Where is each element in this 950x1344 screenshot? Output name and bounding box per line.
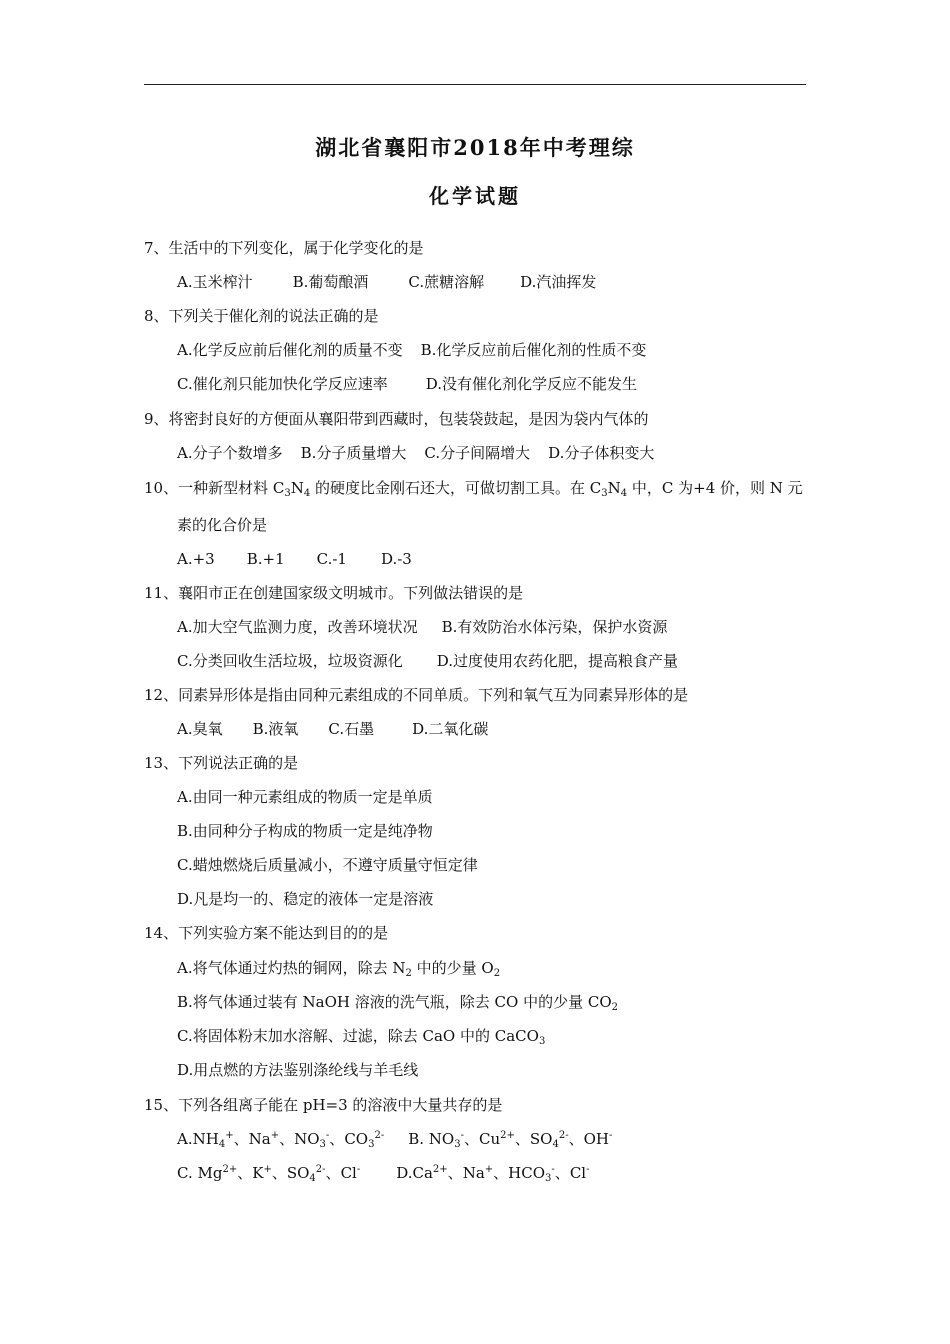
ion-separator: 、 [514,1130,530,1148]
option-d: D.分子体积变大 [548,444,655,462]
question-15-options-row2 [177,1163,589,1183]
ion-separator: 、 [233,1130,249,1148]
option-c: C.石墨 [328,720,375,738]
option-c: C. $Mg^{2+}$、K+、$SO_4^{2-}$、Cl- [177,1164,361,1184]
option-a: A.化学反应前后催化剂的质量不变 [177,341,403,359]
header-rule [144,84,806,85]
option-d: $D.Ca^{2+}$、Na+、$HCO_3^-$、Cl- [396,1164,590,1184]
ion: $NH_4^+$ [192,1130,234,1150]
question-9-stem: 9、将密封良好的方便面从襄阳带到西藏时，包装袋鼓起，是因为袋内气体的 [144,410,649,428]
option-d: D.没有催化剂化学反应不能发生 [425,375,637,393]
question-10-options [177,549,412,569]
option-b: B.液氧 [252,720,299,738]
question-12-stem: 12、同素异形体是指由同种元素组成的不同单质。下列和氧气互为同素异形体的是 [144,686,689,704]
question-8-options-row1 [177,340,646,360]
question-10-stem-cont: 素的化合价是 [177,516,268,534]
ion-separator: 、 [463,1130,479,1148]
ion: Cl- [569,1164,590,1182]
question-7-stem: 7、生活中的下列变化，属于化学变化的是 [144,239,424,257]
question-11-options-row1 [177,617,667,637]
page-subtitle: 化学试题 [429,184,521,208]
option-b: B. $NO_3^-$、$Cu^{2+}$、$SO_4^{2-}$、OH- [408,1130,613,1150]
option-c: C.分子间隔增大 [424,444,531,462]
ion: $SO_4^{2-}$ [529,1130,569,1150]
ion-separator: 、 [325,1164,341,1182]
option-c: C.蔗糖溶解 [408,273,485,291]
ion: $SO_4^{2-}$ [286,1164,326,1184]
ion: OH- [583,1130,613,1148]
option-a: A.分子个数增多 [177,444,283,462]
ion-separator: 、 [554,1164,570,1182]
question-10-stem: 10、一种新型材料 $C_3N_4$ 的硬度比金刚石还大，可做切割工具。在 $C_3N_4$ 中，C 为+4 价，则 N 元 [144,479,803,499]
option-a: A.玉米榨汁 [177,273,253,291]
question-14-stem: 14、下列实验方案不能达到目的的是 [144,924,389,942]
question-11-stem: 11、襄阳市正在创建国家级文明城市。下列做法错误的是 [144,584,524,602]
question-13-option-a: A.由同一种元素组成的物质一定是单质 [177,788,433,806]
option-b: B.有效防治水体污染，保护水资源 [441,618,668,636]
ion-separator: 、 [237,1164,253,1182]
ion-separator: 、 [279,1130,295,1148]
option-d: D.过度使用农药化肥，提高粮食产量 [436,652,678,670]
ion-separator: 、 [568,1130,584,1148]
question-13-option-b: B.由同种分子构成的物质一定是纯净物 [177,822,433,840]
question-14-option-d: D.用点燃的方法鉴别涤纶线与羊毛线 [177,1061,419,1079]
question-13-option-c: C.蜡烛燃烧后质量减小，不遵守质量守恒定律 [177,856,478,874]
option-b: B.葡萄酿酒 [292,273,369,291]
question-13-option-d: D.凡是均一的、稳定的液体一定是溶液 [177,890,434,908]
ion: $NO_3^-$ [294,1130,330,1150]
question-14-option-c: C.将固体粉末加水溶解、过滤，除去 CaO 中的 CaCO$_3$ [177,1027,546,1047]
ion: $NO_3^-$ [428,1130,464,1150]
option-c: C.分类回收生活垃圾，垃圾资源化 [177,652,403,670]
option-d: D.汽油挥发 [520,273,597,291]
question-11-options-row2 [177,651,678,671]
option-a: $A.NH_4^+$、Na+、$NO_3^-$、$CO_3^{2-}$ [177,1130,385,1150]
page-title: 湖北省襄阳市2018年中考理综 [315,135,635,160]
ion: Cl- [340,1164,361,1182]
question-8-stem: 8、下列关于催化剂的说法正确的是 [144,307,379,325]
option-a: A.+3 [177,550,215,568]
option-c: C.催化剂只能加快化学反应速率 [177,375,388,393]
ion: Na+ [462,1164,494,1182]
ion: $Cu^{2+}$ [479,1130,515,1148]
question-14-option-a: A.将气体通过灼热的铜网，除去 $N_2$ 中的少量 $O_2$ [177,959,501,979]
option-d: D.-3 [380,550,412,568]
ion: $Mg^{2+}$ [197,1164,238,1182]
ion-separator: 、 [493,1164,509,1182]
option-b: B.+1 [246,550,285,568]
question-14-option-b: B.将气体通过装有 NaOH 溶液的洗气瓶，除去 CO 中的少量 $CO_2$ [177,993,619,1013]
ion-separator: 、 [271,1164,287,1182]
option-a: A.臭氧 [177,720,223,738]
ion: K+ [252,1164,272,1182]
option-b: B.分子质量增大 [300,444,407,462]
ion: $CO_3^{2-}$ [344,1130,385,1150]
question-13-stem: 13、下列说法正确的是 [144,754,299,772]
ion: $Ca^{2+}$ [412,1164,448,1182]
question-9-options [177,443,654,463]
question-8-options-row2 [177,374,637,394]
option-a: A.加大空气监测力度，改善环境状况 [177,618,418,636]
question-15-options-row1 [177,1129,612,1149]
ion-separator: 、 [447,1164,463,1182]
ion-separator: 、 [329,1130,345,1148]
option-d: D.二氧化碳 [412,720,489,738]
question-7-options [177,272,596,292]
option-b: B.化学反应前后催化剂的性质不变 [420,341,647,359]
question-15-stem: 15、下列各组离子能在 pH=3 的溶液中大量共存的是 [144,1096,503,1114]
question-12-options [177,719,488,739]
option-c: C.-1 [316,550,347,568]
ion: Na+ [248,1130,280,1148]
ion: $HCO_3^-$ [508,1164,555,1184]
